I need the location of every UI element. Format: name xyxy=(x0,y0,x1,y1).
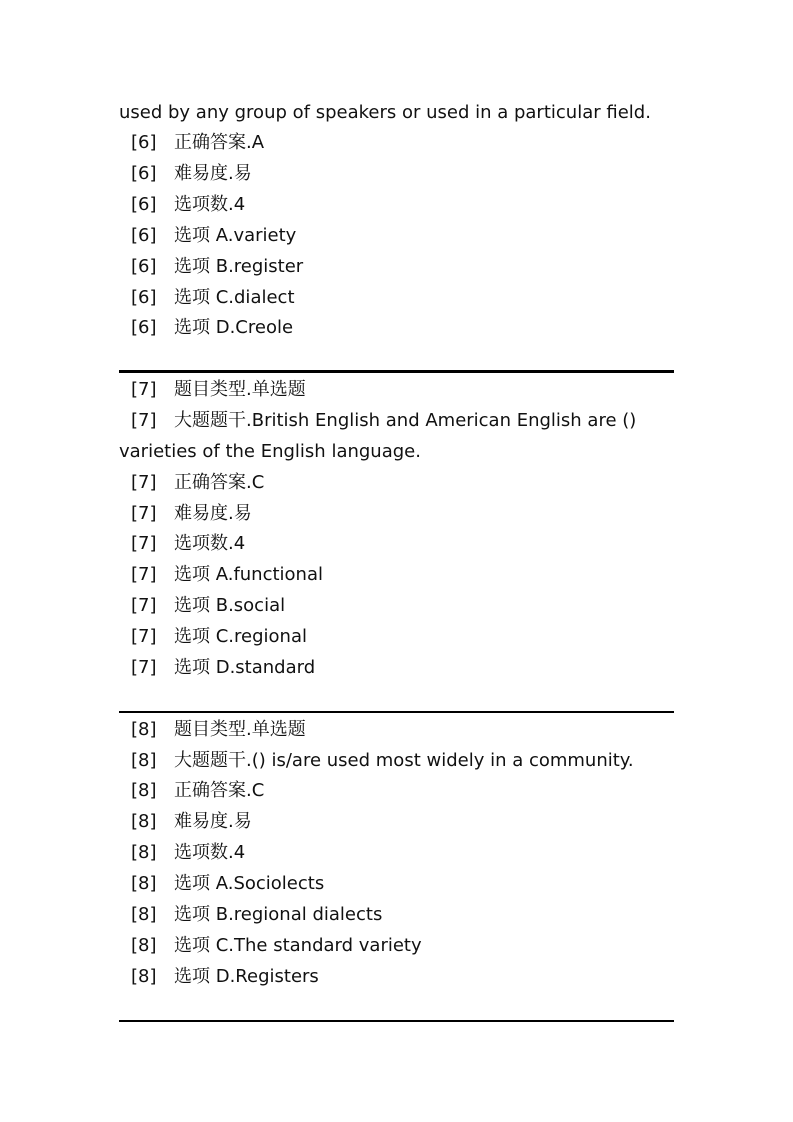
q7-option-d: 选项 D.standard xyxy=(174,657,316,678)
q7-option-count: 选项数.4 xyxy=(174,533,246,554)
q6-difficulty-line xyxy=(131,158,252,189)
q8-tag: [8] xyxy=(131,719,157,740)
q8-option-b-line xyxy=(131,899,382,930)
q8-tag: [8] xyxy=(131,842,157,863)
q8-tag: [8] xyxy=(131,904,157,925)
q7-difficulty: 难易度.易 xyxy=(174,503,252,524)
q8-option-a-line xyxy=(131,868,324,899)
q7-option-c: 选项 C.regional xyxy=(174,626,307,647)
q8-tag: [8] xyxy=(131,750,157,771)
q6-tag: [6] xyxy=(131,287,157,308)
q7-tag: [7] xyxy=(131,595,157,616)
q8-option-count-line xyxy=(131,837,245,868)
q6-tag: [6] xyxy=(131,317,157,338)
q7-option-b-line xyxy=(131,590,285,621)
q7-tag: [7] xyxy=(131,626,157,647)
q8-type: 题目类型.单选题 xyxy=(174,719,306,740)
q6-option-a: 选项 A.variety xyxy=(174,225,297,246)
q6-option-count-line xyxy=(131,189,245,220)
q8-difficulty-line xyxy=(131,806,252,837)
q7-tag: [7] xyxy=(131,564,157,585)
q7-tag: [7] xyxy=(131,472,157,493)
q7-stem-line xyxy=(131,405,636,436)
q8-option-a: 选项 A.Sociolects xyxy=(174,873,325,894)
q6-difficulty: 难易度.易 xyxy=(174,163,252,184)
q7-type-line xyxy=(131,374,306,405)
q7-option-count-line xyxy=(131,528,245,559)
q7-tag: [7] xyxy=(131,503,157,524)
question-stem-continuation: used by any group of speakers or used in a particular field. xyxy=(119,102,651,123)
q8-option-count: 选项数.4 xyxy=(174,842,246,863)
q8-tag: [8] xyxy=(131,811,157,832)
q8-stem: 大题题干.() is/are used most widely in a community. xyxy=(174,750,634,771)
question-divider xyxy=(119,1020,674,1022)
q8-type-line xyxy=(131,714,306,745)
q6-option-d-line xyxy=(131,312,293,343)
q6-option-count: 选项数.4 xyxy=(174,194,246,215)
q7-option-d-line xyxy=(131,652,315,683)
q8-option-c-line xyxy=(131,930,422,961)
q7-answer-line xyxy=(131,467,264,498)
q6-option-d: 选项 D.Creole xyxy=(174,317,294,338)
q7-answer: 正确答案.C xyxy=(174,472,265,493)
q6-option-a-line xyxy=(131,220,296,251)
q8-stem-line xyxy=(131,745,634,776)
q7-option-b: 选项 B.social xyxy=(174,595,286,616)
q7-type: 题目类型.单选题 xyxy=(174,379,306,400)
q7-stem-continuation: varieties of the English language. xyxy=(119,441,421,462)
q6-option-c-line xyxy=(131,282,295,313)
q8-tag: [8] xyxy=(131,780,157,801)
q7-option-c-line xyxy=(131,621,307,652)
q8-option-d-line xyxy=(131,961,319,992)
q8-answer-line xyxy=(131,775,264,806)
q6-tag: [6] xyxy=(131,163,157,184)
q7-option-a: 选项 A.functional xyxy=(174,564,324,585)
question-divider xyxy=(119,370,674,373)
q8-option-b: 选项 B.regional dialects xyxy=(174,904,383,925)
q8-difficulty: 难易度.易 xyxy=(174,811,252,832)
q7-option-a-line xyxy=(131,559,323,590)
q6-tag: [6] xyxy=(131,132,157,153)
q8-tag: [8] xyxy=(131,966,157,987)
q6-option-b-line xyxy=(131,251,303,282)
q6-option-c: 选项 C.dialect xyxy=(174,287,295,308)
q7-tag: [7] xyxy=(131,533,157,554)
q6-answer-line xyxy=(131,127,264,158)
q6-tag: [6] xyxy=(131,194,157,215)
q6-answer: 正确答案.A xyxy=(174,132,265,153)
q8-tag: [8] xyxy=(131,873,157,894)
q6-tag: [6] xyxy=(131,225,157,246)
q8-answer: 正确答案.C xyxy=(174,780,265,801)
q8-tag: [8] xyxy=(131,935,157,956)
q7-tag: [7] xyxy=(131,410,157,431)
q6-option-b: 选项 B.register xyxy=(174,256,304,277)
q8-option-d: 选项 D.Registers xyxy=(174,966,319,987)
q8-option-c: 选项 C.The standard variety xyxy=(174,935,422,956)
q7-difficulty-line xyxy=(131,498,252,529)
question-divider xyxy=(119,711,674,713)
q7-tag: [7] xyxy=(131,657,157,678)
q6-tag: [6] xyxy=(131,256,157,277)
q7-tag: [7] xyxy=(131,379,157,400)
q7-stem: 大题题干.British English and American English are () xyxy=(174,410,637,431)
